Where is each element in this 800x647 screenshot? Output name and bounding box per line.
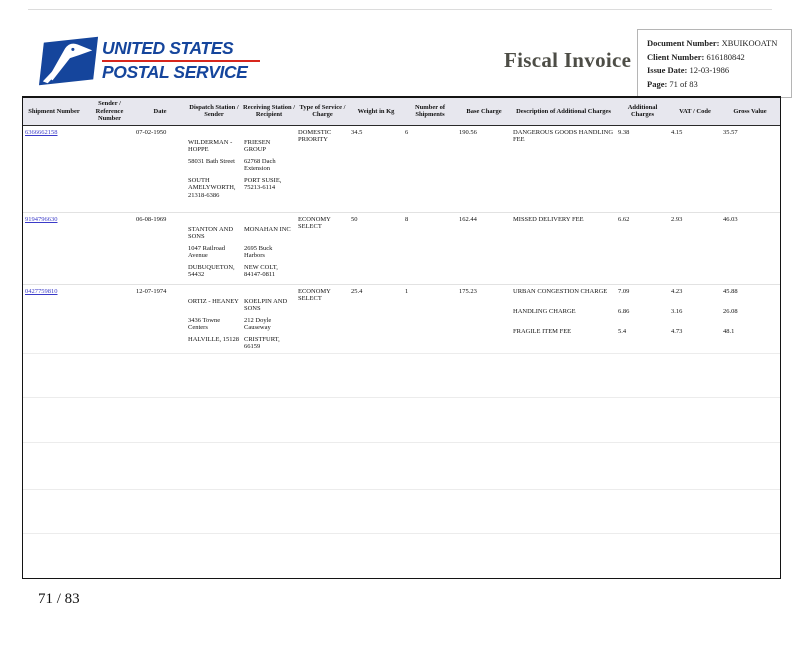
- receiving-recipient-city: PORT SUSIE, 75213-6114: [244, 176, 282, 191]
- sender-reference-cell: [85, 126, 134, 212]
- receiving-recipient-name: FRIESEN GROUP: [244, 138, 271, 153]
- receiving-recipient-name: KOELPIN AND SONS: [244, 297, 288, 312]
- empty-row: [23, 533, 780, 578]
- date-cell: 12-07-1974: [136, 287, 167, 295]
- receiving-recipient-name: MONAHAN INC: [244, 225, 291, 233]
- shipment-number-cell: [23, 285, 85, 353]
- col-header-shipment-number: Shipment Number: [28, 107, 80, 115]
- num-shipments-cell: 8: [405, 215, 409, 223]
- base-charge-cell: 175.23: [459, 287, 477, 295]
- document-number-value: XBUIKOOATN: [721, 38, 778, 48]
- col-header-number-of-shipments: Number of Shipments: [414, 103, 446, 119]
- dispatch-sender-name: ORTIZ - HEANEY: [188, 297, 239, 305]
- empty-row: [23, 442, 780, 489]
- dispatch-sender-street: 1047 Railroad Avenue: [188, 244, 226, 259]
- charge-gross: 45.88: [723, 287, 738, 295]
- col-header-sender-reference: Sender / Reference Number: [95, 100, 124, 122]
- usps-wordmark: [102, 39, 262, 82]
- col-header-weight: Weight in Kg: [357, 107, 395, 115]
- col-header-date: Date: [153, 107, 167, 115]
- top-divider: [28, 9, 772, 10]
- issue-date-value: 12-03-1986: [689, 65, 730, 75]
- dispatch-sender-name: WILDERMAN - HOPPE: [188, 138, 233, 153]
- party-cells: [186, 285, 296, 353]
- page-number-indicator: 71 / 83: [38, 591, 80, 607]
- weight-cell: 25.4: [351, 287, 363, 295]
- charge-vat: 4.15: [671, 128, 683, 136]
- sender-reference-cell: [85, 285, 134, 353]
- charge-gross: 48.1: [723, 327, 735, 335]
- charge-vat: 4.73: [671, 327, 683, 335]
- dispatch-sender-street: 3436 Towne Centers: [188, 316, 221, 331]
- usps-logo: [38, 30, 258, 88]
- client-number-value: 616180842: [706, 51, 745, 62]
- table-header-row: [23, 98, 780, 126]
- shipment-number-cell: [23, 213, 85, 284]
- shipment-number-link[interactable]: 6366662158: [25, 128, 58, 136]
- empty-row: [23, 397, 780, 442]
- empty-row: [23, 353, 780, 397]
- dispatch-sender-city: SOUTH AMELYWORTH, 21318-6386: [188, 176, 236, 199]
- usps-wordmark-line1: UNITED STATES: [102, 38, 234, 58]
- charges-cells: [511, 126, 779, 212]
- base-charge-cell: 162.44: [459, 215, 477, 223]
- receiving-recipient-city: CRISTFURT, 66159: [244, 335, 280, 350]
- service-type-cell: DOMESTIC PRIORITY: [298, 128, 332, 143]
- charge-vat: 3.16: [671, 307, 683, 315]
- client-number-line: Client Number: 616180842: [647, 51, 745, 62]
- charge-vat: 2.93: [671, 215, 683, 223]
- weight-cell: 50: [351, 215, 358, 223]
- document-number-line: Document Number: XBUIKOOATN: [647, 38, 778, 48]
- col-header-type-of-service: Type of Service / Charge: [299, 103, 346, 119]
- empty-row: [23, 489, 780, 533]
- service-type-cell: ECONOMY SELECT: [298, 287, 331, 302]
- receiving-recipient-street: 2695 Buck Harbors: [244, 244, 273, 259]
- charge-additional: 5.4: [618, 327, 627, 335]
- num-shipments-cell: 1: [405, 287, 409, 295]
- charges-cells: [511, 285, 779, 353]
- charge-gross: 35.57: [723, 128, 738, 136]
- col-header-base-charge: Base Charge: [466, 107, 502, 115]
- service-type-cell: ECONOMY SELECT: [298, 215, 331, 230]
- charge-description: HANDLING CHARGE: [513, 307, 576, 315]
- weight-cell: 34.5: [351, 128, 363, 136]
- charges-cells: [511, 213, 779, 284]
- charge-additional: 7.09: [618, 287, 630, 295]
- dispatch-sender-street: 58031 Bath Street: [188, 157, 235, 165]
- party-cells: [186, 126, 296, 212]
- receiving-recipient-city: NEW COLT, 84147-0811: [244, 263, 278, 278]
- sender-reference-cell: [85, 213, 134, 284]
- invoice-table: [22, 96, 781, 579]
- num-shipments-cell: 6: [405, 128, 409, 136]
- page-info-line: Page: 71 of 83: [647, 78, 698, 89]
- document-info-box: [637, 29, 792, 98]
- table-row: [23, 284, 780, 353]
- shipment-number-cell: [23, 126, 85, 212]
- table-row: [23, 212, 780, 284]
- charge-gross: 26.08: [723, 307, 738, 315]
- page-title: Fiscal Invoice: [504, 48, 632, 72]
- issue-date-line: Issue Date: 12-03-1986: [647, 65, 730, 75]
- charge-gross: 46.03: [723, 215, 738, 223]
- col-header-receiving-station: Receiving Station / Recipient: [243, 103, 295, 119]
- col-header-gross-value: Gross Value: [733, 107, 767, 115]
- charge-vat: 4.23: [671, 287, 683, 295]
- charge-description: MISSED DELIVERY FEE: [513, 215, 584, 223]
- charge-additional: 6.62: [618, 215, 630, 223]
- shipment-number-link[interactable]: 9194796630: [25, 215, 58, 223]
- party-cells: [186, 213, 296, 284]
- table-row: [23, 126, 780, 212]
- shipment-number-link[interactable]: 0427759810: [25, 287, 58, 295]
- base-charge-cell: 190.56: [459, 128, 477, 136]
- usps-wordmark-line2: POSTAL SERVICE: [102, 62, 248, 82]
- col-header-description-additional-charges: Description of Additional Charges: [516, 107, 611, 115]
- charge-description: FRAGILE ITEM FEE: [513, 327, 572, 335]
- receiving-recipient-street: 212 Doyle Causeway: [244, 316, 272, 331]
- charge-additional: 9.38: [618, 128, 630, 136]
- charge-description: DANGEROUS GOODS HANDLING FEE: [513, 128, 614, 143]
- dispatch-sender-name: STANTON AND SONS: [188, 225, 234, 240]
- charge-additional: 6.86: [618, 307, 630, 315]
- page-info-value: 71 of 83: [669, 78, 698, 89]
- dispatch-sender-city: DUBUQUETON, 54432: [188, 263, 235, 278]
- receiving-recipient-street: 62768 Dach Extension: [244, 157, 276, 172]
- charge-description: URBAN CONGESTION CHARGE: [513, 287, 608, 295]
- usps-eagle-icon: [38, 35, 100, 87]
- date-cell: 06-08-1969: [136, 215, 167, 223]
- col-header-dispatch-station: Dispatch Station / Sender: [189, 103, 239, 119]
- col-header-vat-code: VAT / Code: [679, 107, 711, 115]
- date-cell: 07-02-1950: [136, 128, 167, 136]
- dispatch-sender-city: HALVILLE, 15128: [188, 335, 240, 343]
- col-header-additional-charges: Additional Charges: [627, 103, 658, 119]
